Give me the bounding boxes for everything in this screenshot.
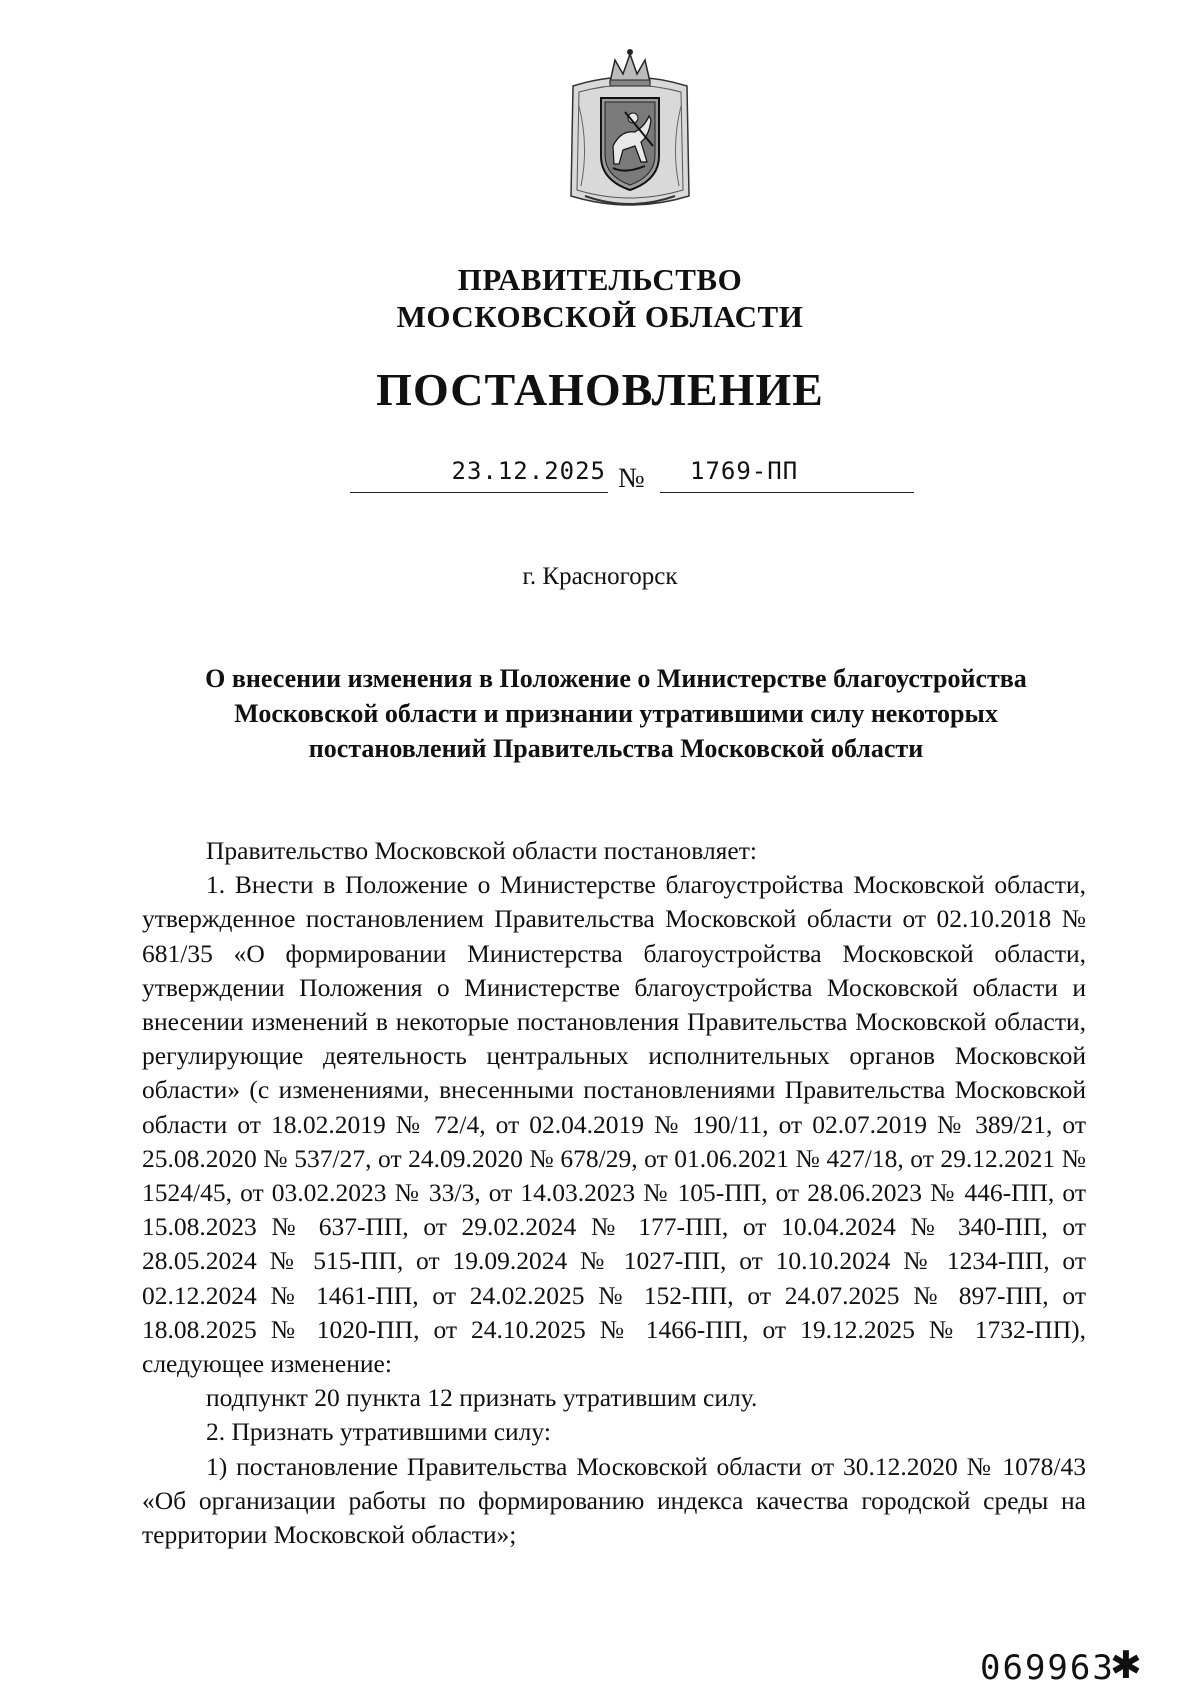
body-item-1-change: подпункт 20 пункта 12 признать утратившим силу. [206, 1383, 758, 1413]
serial-star-icon: ✱ [1110, 1645, 1142, 1687]
serial-number: 069963 [980, 1648, 1115, 1688]
government-name-line2: МОСКОВСКОЙ ОБЛАСТИ [396, 299, 804, 334]
body-intro: Правительство Московской области постановляет: [206, 836, 757, 865]
body-item-2: 2. Признать утратившими силу: [206, 1417, 551, 1447]
date-number-row [0, 456, 1200, 496]
body-item-1: 1. Внести в Положение о Министерстве благоустройства Московской области, утвержденное постановлением Правительства Московской области от 02.10.2018 № 681/35 «О формировании Министерства благоустройства Московской области, утверждении Положения о Министерстве благоустройства Московской области и внесении изменений в некоторые постановления Правительства Московской области, регулирующие деятельность центральных исполнительных органов Московской области» (с изменениями, внесенными постановлениями Правительства Московской области от 18.02.2019 № 72/4, от 02.04.2019 № 190/11, от 02.07.2019 № 389/21, от 25.08.2020 № 537/27, от 24.09.2020 № 678/29, от 01.06.2021 № 427/18, от 29.12.2021 № 1524/45, от 03.02.2023 № 33/3, от 14.03.2023 № 105-ПП, от 28.06.2023 № 446-ПП, от 15.08.2023 № 637-ПП, от 29.02.2024 № 177-ПП, от 10.04.2024 № 340-ПП, от 28.05.2024 № 515-ПП, от 19.09.2024 № 1027-ПП, от 10.10.2024 № 1234-ПП, от 02.12.2024 № 1461-ПП, от 24.02.2025 № 152-ПП, от 24.07.2025 № 897-ПП, от 18.08.2025 № 1020-ПП, от 24.10.2025 № 1466-ПП, от 19.12.2025 № 1732-ПП), следующее изменение: [142, 870, 1086, 1379]
document-number: 1769-ПП [690, 457, 799, 485]
document-body [142, 834, 1086, 1552]
document-date-field [350, 456, 608, 493]
coat-of-arms-icon [565, 46, 695, 214]
city-of-issue: г. Красногорск [522, 563, 678, 590]
number-sign: № [618, 463, 645, 494]
document-type-title: ПОСТАНОВЛЕНИЕ [376, 364, 824, 415]
government-name-line1: ПРАВИТЕЛЬСТВО [457, 262, 743, 297]
document-date: 23.12.2025 [451, 457, 606, 485]
document-subject: О внесении изменения в Положение о Министерстве благоустройства Московской области и признании утратившими силу некоторых постановлений Правительства Московской области [205, 664, 1027, 763]
body-item-2-1: 1) постановление Правительства Московской области от 30.12.2020 № 1078/43 «Об организации работы по формированию индекса качества городской среды на территории Московской области»; [142, 1451, 1086, 1550]
document-number-field [660, 456, 914, 493]
